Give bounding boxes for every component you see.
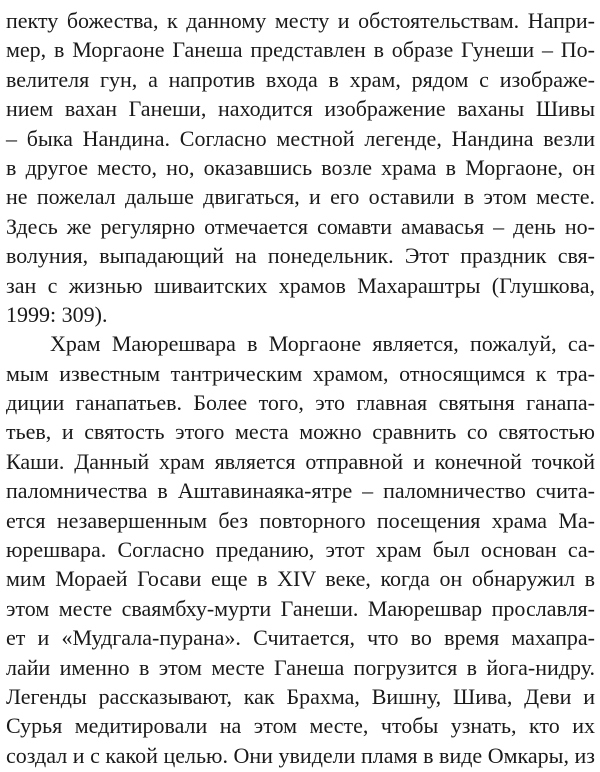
text-line: мер, в Моргаоне Ганеша представлен в образе Гунеши – По- bbox=[6, 37, 595, 63]
text-line: не пожелал дальше двигаться, и его оставили в этом месте. bbox=[6, 184, 595, 210]
document-page bbox=[6, 6, 595, 770]
text-line: диции ганапатьев. Более того, это главная святыня ганапа- bbox=[6, 390, 595, 416]
text-line: этом месте сваямбху-мурти Ганеши. Маюрешвар прославля- bbox=[6, 595, 595, 621]
text-line: юрешвара. Согласно преданию, этот храм был основан са- bbox=[6, 537, 595, 563]
text-line: волуния, выпадающий на понедельник. Этот праздник свя- bbox=[6, 243, 595, 269]
text-line: нием вахан Ганеши, находится изображение ваханы Шивы bbox=[6, 96, 595, 122]
text-line: пекту божества, к данному месту и обстоятельствам. Напри- bbox=[6, 8, 595, 33]
text-line: Каши. Данный храм является отправной и конечной точкой bbox=[6, 448, 595, 474]
text-line: 1999: 309). bbox=[6, 301, 108, 327]
text-line: ет и «Мудгала-пурана». Считается, что во время махапра- bbox=[6, 625, 595, 651]
text-line: паломничества в Аштавинаяка-ятре – паломничество счита- bbox=[6, 478, 595, 504]
text-line: Сурья медитировали на этом месте, чтобы узнать, кто их bbox=[6, 713, 595, 739]
text-line: мым известным тантрическим храмом, относящимся к тра- bbox=[6, 360, 595, 386]
text-line: ется незавершенным без повторного посещения храма Ма- bbox=[6, 507, 595, 533]
text-line: Здесь же регулярно отмечается сомавти амавасья – день но- bbox=[6, 213, 595, 239]
text-line: создал и с какой целью. Они увидели пламя в виде Омкары, из bbox=[6, 742, 595, 768]
text-line: велителя гун, а напротив входа в храм, рядом с изображе- bbox=[6, 66, 595, 92]
text-line: мим Мораей Госави еще в XIV веке, когда он обнаружил в bbox=[6, 566, 595, 592]
text-line: Легенды рассказывают, как Брахма, Вишну, Шива, Деви и bbox=[6, 683, 595, 709]
text-line: зан с жизнью шиваитских храмов Махараштры (Глушкова, bbox=[6, 272, 595, 298]
text-line: тьев, и святость этого места можно сравнить со святостью bbox=[6, 419, 595, 445]
text-line: – быка Нандина. Согласно местной легенде, Нандина везли bbox=[6, 125, 595, 151]
text-line: Храм Маюрешвара в Моргаоне является, пожалуй, са- bbox=[50, 331, 595, 357]
text-line: в другое место, но, оказавшись возле храма в Моргаоне, он bbox=[6, 154, 595, 180]
text-line: лайи именно в этом месте Ганеша погрузится в йога-нидру. bbox=[6, 654, 595, 680]
